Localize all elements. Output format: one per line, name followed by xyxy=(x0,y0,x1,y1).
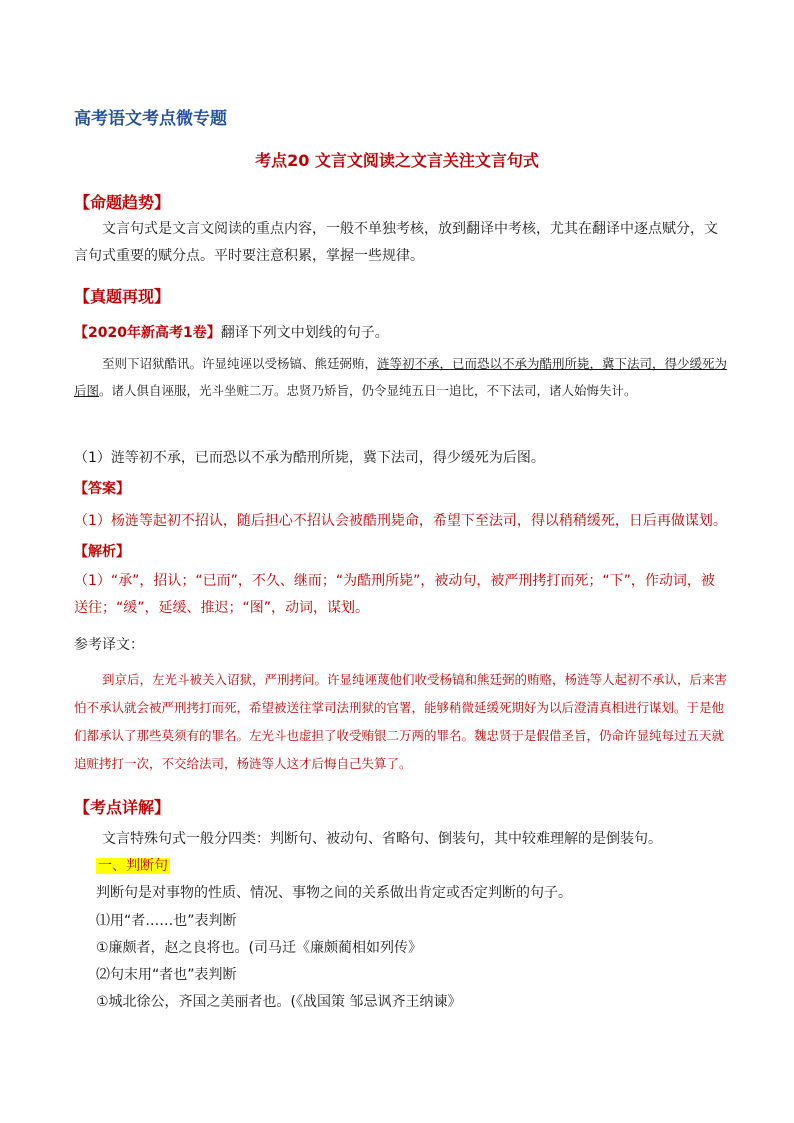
passage xyxy=(74,350,728,404)
answer-text: （1）杨涟等起初不招认，随后担心不招认会被酷刑毙命，希望下至法司，得以稍稍缓死，日后再做谋划。 xyxy=(74,513,727,529)
page-title: 考点20 文言文阅读之文言关注文言句式 xyxy=(255,151,539,170)
instruction: 翻译下列文中划线的句子。 xyxy=(220,325,389,341)
passage-part-b: 。诸人俱自诬服，光斗坐赃二万。忠贤乃矫旨，仍令显纯五日一追比，不下法司，诸人始悔失计。 xyxy=(99,383,637,398)
trend-text: 文言句式是文言文阅读的重点内容，一般不单独考核，放到翻译中考核，尤其在翻译中逐点赋分，文言句式重要的赋分点。平时要注意积累，掌握一些规律。 xyxy=(74,221,718,264)
example-1: ①廉颇者，赵之良将也。(司马迁《廉颇蔺相如列传》 xyxy=(96,940,423,956)
question-text: （1）涟等初不承，已而恐以不承为酷刑所毙，冀下法司，得少缓死为后图。 xyxy=(74,450,545,466)
rule-1: ⑴用“者……也”表判断 xyxy=(96,913,237,929)
reference-heading: 参考译文： xyxy=(74,637,144,653)
question-intro xyxy=(74,322,389,342)
passage-underlined: 涟等初不承，已而恐以不承为酷刑所毙，冀下法司，得少缓死为后图 xyxy=(74,356,728,398)
answer-heading: 【答案】 xyxy=(74,481,130,497)
analysis-heading: 【解析】 xyxy=(74,544,130,560)
analysis-text: （1）“承”，招认；“已而”，不久、继而；“为酷刑所毙”，被动句，被严刑拷打而死；“下”，作动词，被送往；“缓”，延缓、推迟；“图”，动词，谋划。 xyxy=(74,573,715,616)
passage-part-a: 至则下诏狱酷讯。许显纯诬以受杨镐、熊廷弼贿， xyxy=(102,356,378,371)
exam-source: 【2020年新高考1卷】 xyxy=(74,325,221,341)
example-2: ①城北徐公，齐国之美丽者也。(《战国策 邹忌讽齐王纳谏》 xyxy=(96,994,462,1010)
header-series-title: 高考语文考点微专题 xyxy=(74,109,227,129)
judgment-subheading xyxy=(96,855,170,875)
rule-2: ⑵句末用“者也”表判断 xyxy=(96,967,237,983)
detail-intro: 文言特殊句式一般分四类：判断句、被动句、省略句、倒装句，其中较难理解的是倒装句。 xyxy=(102,831,662,847)
translation-text: 到京后，左光斗被关入诏狱，严刑拷问。许显纯诬蔑他们收受杨镐和熊廷弼的贿赂，杨涟等人起初不承认，后来害怕不承认就会被严刑拷打而死，希望被送往掌司法刑狱的官署，能够稍微延缓死期好为以后澄清真相进行谋划。于是他们都承认了那些莫须有的罪名。左光斗也虚担了收受贿银二万两的罪名。魏忠贤于是假借圣旨，仍命许显纯每过五天就追赃拷打一次，不交给法司，杨涟等人这才后悔自己失算了。 xyxy=(74,672,728,771)
judgment-definition: 判断句是对事物的性质、情况、事物之间的关系做出肯定或否定判断的句子。 xyxy=(96,885,572,901)
real-heading: 【真题再现】 xyxy=(74,287,171,306)
trend-heading: 【命题趋势】 xyxy=(74,193,171,212)
detail-heading: 【考点详解】 xyxy=(74,798,171,817)
judgment-subheading-text: 一、判断句 xyxy=(98,858,168,874)
